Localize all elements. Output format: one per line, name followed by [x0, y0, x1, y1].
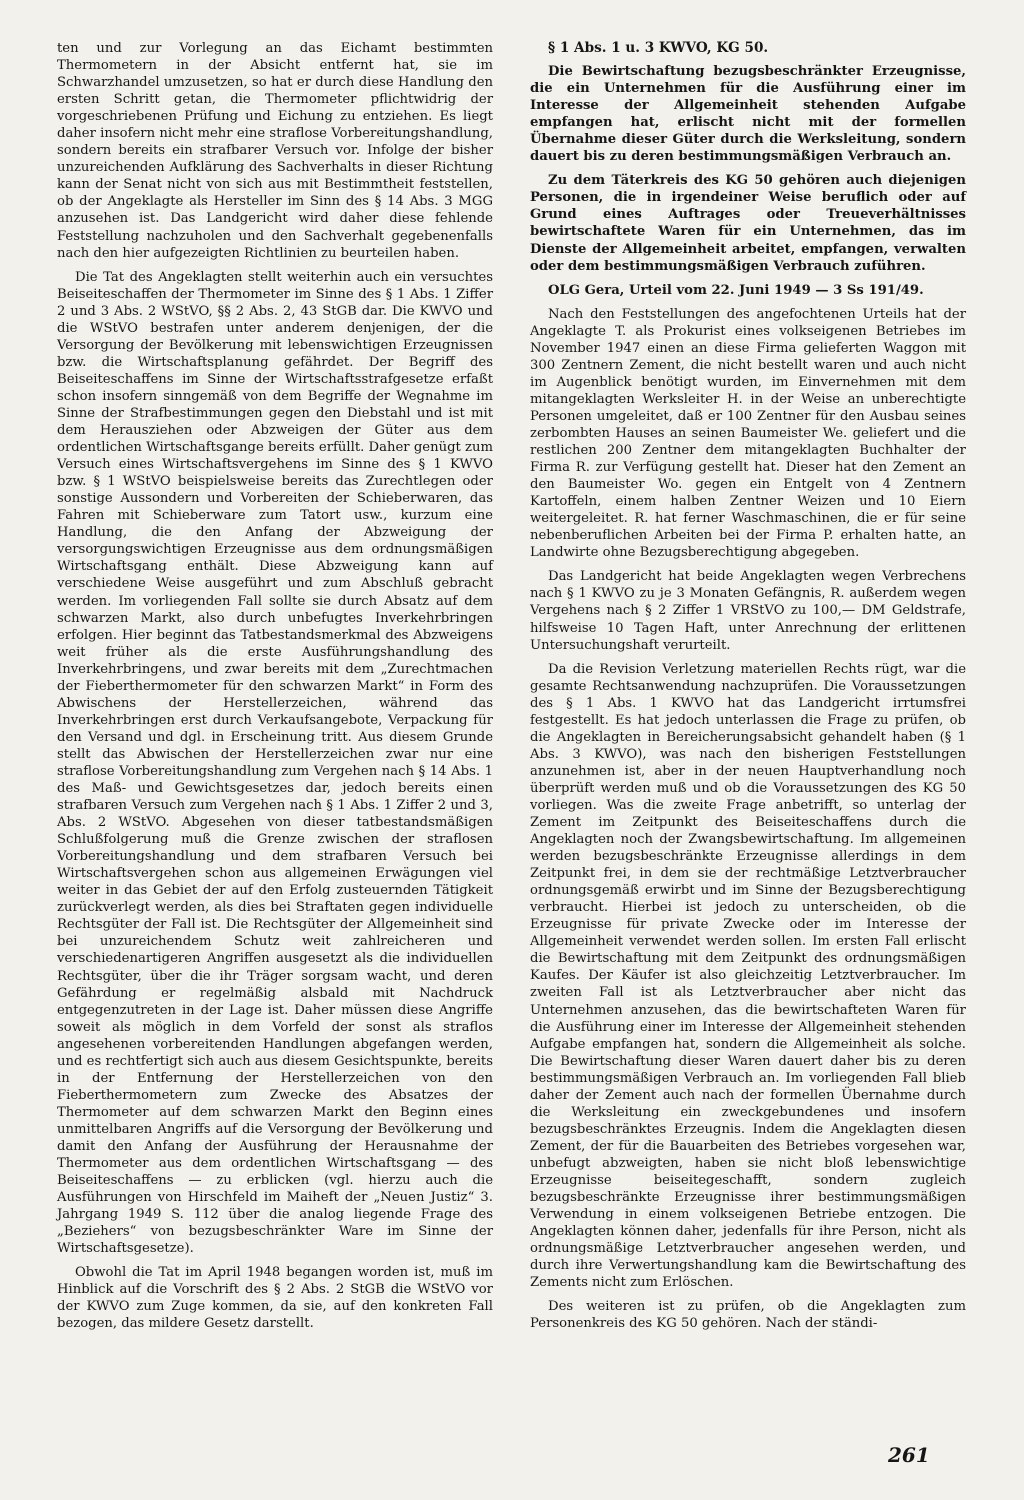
- section-heading: § 1 Abs. 1 u. 3 KWVO, KG 50.: [548, 40, 769, 56]
- left-column: [57, 40, 493, 1340]
- paragraph: Da die Revision Verletzung materiellen Rechts rügt, war die gesamte Rechtsanwendung nachzuprüfen. Die Voraussetzungen des § 1 Abs. 1 KWVO hat das Landgericht irrtumsfrei festgestellt. Es hat jedoch unterlassen die Frage zu prüfen, ob die Angeklagten in Bereicherungsabsicht gehandelt haben (§ 1 Abs. 3 KWVO), was nach den bisherigen Feststellungen anzunehmen ist, aber in der neuen Hauptverhandlung noch überprüft werden muß und ob die Voraussetzungen des KG 50 vorliegen. Was die zweite Frage anbetrifft, so unterlag der Zement im Zeitpunkt des Beiseiteschaffens durch die Angeklagten noch der Zwangsbewirtschaftung. Im allgemeinen werden bezugsbeschränkte Erzeugnisse allerdings in dem Zeitpunkt frei, in dem sie der rechtmäßige Letztverbraucher ordnungsgemäß erwirbt und im Sinne der Bezugsberechtigung verbraucht. Hierbei ist jedoch zu unterscheiden, ob die Erzeugnisse für private Zwecke oder im Interesse der Allgemeinheit verwendet werden sollen. Im ersten Fall erlischt die Bewirtschaftung mit dem Zeitpunkt des ordnungsmäßigen Kaufes. Der Käufer ist also gleichzeitig Letztverbraucher. Im zweiten Fall ist als Letztverbraucher aber nicht das Unternehmen anzusehen, das die bewirtschafteten Waren für die Ausführung einer im Interesse der Allgemeinheit stehenden Aufgabe empfangen hat, sondern die Allgemeinheit als solche. Die Bewirtschaftung dieser Waren dauert daher bis zu deren bestimmungsmäßigen Verbrauch an. Im vorliegenden Fall blieb daher der Zement auch nach der formellen Übernahme durch die Werksleitung ein zweckgebundenes und insofern bezugsbeschränktes Erzeugnis. Indem die Angeklagten diesen Zement, der für die Bauarbeiten des Betriebes vorgesehen war, unbefugt abzweigten, haben sie nicht bloß lebenswichtige Erzeugnisse beiseitegeschafft, sondern zugleich bezugsbeschränkte Erzeugnisse ihrer bestimmungsmäßigen Verwendung in einem volkseigenen Betriebe entzogen. Die Angeklagten können daher, jedenfalls für ihre Person, nicht als ordnungsmäßige Letztverbraucher angesehen werden, und durch ihre Verwertungshandlung kam die Bewirtschaftung des Zements nicht zum Erlöschen.: [530, 661, 966, 1291]
- paragraph: Obwohl die Tat im April 1948 begangen worden ist, muß im Hinblick auf die Vorschrift des § 2 Abs. 2 StGB die WStVO vor der KWVO zum Zuge kommen, da sie, auf den konkreten Fall bezogen, das mildere Gesetz darstellt.: [57, 1265, 493, 1332]
- page-number: 261: [888, 1443, 930, 1467]
- court-citation: OLG Gera, Urteil vom 22. Juni 1949 — 3 Ss 191/49.: [548, 282, 924, 298]
- paragraph: ten und zur Vorlegung an das Eichamt bestimmten Thermometern in der Absicht entfernt hat, sie im Schwarzhandel umzusetzen, so hat er durch diese Handlung den ersten Schritt getan, die Thermometer pflichtwidrig der vorgeschriebenen Prüfung und Eichung zu entziehen. Es liegt daher insofern nicht mehr eine straflose Vorbereitungshandlung, sondern bereits ein strafbarer Versuch vor. Infolge der bisher unzureichenden Aufklärung des Sachverhalts in dieser Richtung kann der Senat nicht von sich aus mit Bestimmtheit feststellen, ob der Angeklagte als Hersteller im Sinn des § 14 Abs. 3 MGG anzusehen ist. Das Landgericht wird daher diese fehlende Feststellung nachzuholen und den Sachverhalt gegebenenfalls nach den hier aufgezeigten Richtlinien zu beurteilen haben.: [57, 41, 493, 261]
- paragraph: Nach den Feststellungen des angefochtenen Urteils hat der Angeklagte T. als Prokurist eines volkseigenen Betriebes im November 1947 einen an diese Firma gelieferten Waggon mit 300 Zentnern Zement, die nicht bestellt waren und auch nicht im Augenblick benötigt wurden, im Einvernehmen mit dem mitangeklagten Werksleiter H. in der Weise an unberechtigte Personen umgeleitet, daß er 100 Zentner für den Ausbau seines zerbombten Hauses an seinen Baumeister We. geliefert und die restlichen 200 Zentner dem mitangeklagten Buchhalter der Firma R. zur Verfügung gestellt hat. Dieser hat den Zement an den Baumeister Wo. gegen ein Entgelt von 4 Zentnern Kartoffeln, einem halben Zentner Weizen und 10 Eiern weitergeleitet. R. hat ferner Waschmaschinen, die er für seine nebenberuflichen Arbeiten bei der Firma P. erhalten hatte, an Landwirte ohne Bezugsberechtigung abgegeben.: [530, 306, 966, 561]
- paragraph: Das Landgericht hat beide Angeklagten wegen Verbrechens nach § 1 KWVO zu je 3 Monaten Gefängnis, R. außerdem wegen Vergehens nach § 2 Ziffer 1 VRStVO zu 100,— DM Geldstrafe, hilfsweise 10 Tagen Haft, unter Anrechnung der erlittenen Untersuchungshaft verurteilt.: [530, 569, 966, 653]
- paragraph: Die Tat des Angeklagten stellt weiterhin auch ein versuchtes Beiseiteschaffen der Thermometer im Sinne des § 1 Abs. 1 Ziffer 2 und 3 Abs. 2 WStVO, §§ 2 Abs. 2, 43 StGB dar. Die KWVO und die WStVO bestrafen unter anderem denjenigen, der die Versorgung der Bevölkerung mit lebenswichtigen Erzeugnissen bzw. die Wirtschaftsplanung gefährdet. Der Begriff des Beiseiteschaffens im Sinne der Wirtschaftsstrafgesetze erfaßt schon insofern sinngemäß von dem Begriffe der Wegnahme im Sinne der Strafbestimmungen gegen den Diebstahl und ist mit dem Herausziehen oder Abzweigen der Güter aus dem ordentlichen Wirtschaftsgange bereits erfüllt. Daher genügt zum Versuch eines Wirtschaftsvergehens im Sinne des § 1 KWVO bzw. § 1 WStVO beispielsweise bereits das Zurechtlegen oder sonstige Aussondern und Vorbereiten der Schieberwaren, das Fahren mit Schieberware zum Tatort usw., kurzum eine Handlung, die den Anfang der Abzweigung der versorgungswichtigen Erzeugnisse aus dem ordnungsmäßigen Wirtschaftsgang enthält. Diese Abzweigung kann auf verschiedene Weise ausgeführt und zum Abschluß gebracht werden. Im vorliegenden Fall sollte sie durch Absatz auf dem schwarzen Markt, also durch unbefugtes Inverkehrbringen erfolgen. Hier beginnt das Tatbestandsmerkmal des Abzweigens weit früher als die erste Ausführungshandlung des Inverkehrbringens, und zwar bereits mit dem „Zurechtmachen der Fieberthermometer für den schwarzen Markt“ in Form des Abwischens der Herstellerzeichen, während das Inverkehrbringen erst durch Verkaufsangebote, Verpackung für den Versand und dgl. in Erscheinung tritt. Aus diesem Grunde stellt das Abwischen der Herstellerzeichen zwar nur eine straflose Vorbereitungshandlung zum Vergehen nach § 14 Abs. 1 des Maß- und Gewichtsgesetzes dar, jedoch bereits einen strafbaren Versuch zum Vergehen nach § 1 Abs. 1 Ziffer 2 und 3, Abs. 2 WStVO. Abgesehen von dieser tatbestandsmäßigen Schlußfolgerung muß die Grenze zwischen der straflosen Vorbereitungshandlung und dem strafbaren Versuch bei Wirtschaftsvergehen schon aus allgemeinen Erwägungen viel weiter in das Gebiet der auf den Erfolg zusteuernden Tätigkeit zurückverlegt werden, als dies bei Straftaten gegen individuelle Rechtsgüter der Fall ist. Die Rechtsgüter der Allgemeinheit sind bei unzureichendem Schutz weit zahlreicheren und verschiedenartigeren Angriffen ausgesetzt als die individuellen Rechtsgüter, über die ihr Träger sorgsam wacht, und deren Gefährdung er regelmäßig alsbald mit Nachdruck entgegenzutreten in der Lage ist. Daher müssen diese Angriffe soweit als möglich in dem Vorfeld der sonst als straflos angesehenen vorbereitenden Handlungen abgefangen werden, und es rechtfertigt sich auch aus diesem Gesichtspunkte, bereits in der Entfernung der Herstellerzeichen von den Fieberthermometern zum Zwecke des Absatzes der Thermometer auf dem schwarzen Markt den Beginn eines unmittelbaren Angriffs auf die Versorgung der Bevölkerung und damit den Anfang der Ausführung der Herausnahme der Thermometer aus dem ordentlichen Wirtschaftsgang — des Beiseiteschaffens — zu erblicken (vgl. hierzu auch die Ausführungen von Hirschfeld im Maiheft der „Neuen Justiz“ 3. Jahrgang 1949 S. 112 über die analog liegende Frage des „Beziehers“ von bezugsbeschränkter Ware im Sinne der Wirtschaftsgesetze).: [57, 269, 493, 1257]
- headnote-paragraph: Die Bewirtschaftung bezugsbeschränkter Erzeugnisse, die ein Unternehmen für die Ausführung einer im Interesse der Allgemeinheit stehenden Aufgabe empfangen hat, erlischt nicht mit der formellen Übernahme dieser Güter durch die Werksleitung, sondern dauert bis zu deren bestimmungsmäßigen Verbrauch an.: [530, 64, 966, 165]
- paragraph: Des weiteren ist zu prüfen, ob die Angeklagten zum Personenkreis des KG 50 gehören. Nach der ständi-: [530, 1299, 966, 1332]
- headnote-paragraph: Zu dem Täterkreis des KG 50 gehören auch diejenigen Personen, die in irgendeiner Weise beruflich oder auf Grund eines Auftrages oder Treueverhältnisses bewirtschaftete Waren für ein Unternehmen, das im Dienste der Allgemeinheit arbeitet, empfangen, verwalten oder dem bestimmungsmäßigen Verbrauch zuführen.: [530, 173, 966, 274]
- right-column: [530, 40, 966, 1339]
